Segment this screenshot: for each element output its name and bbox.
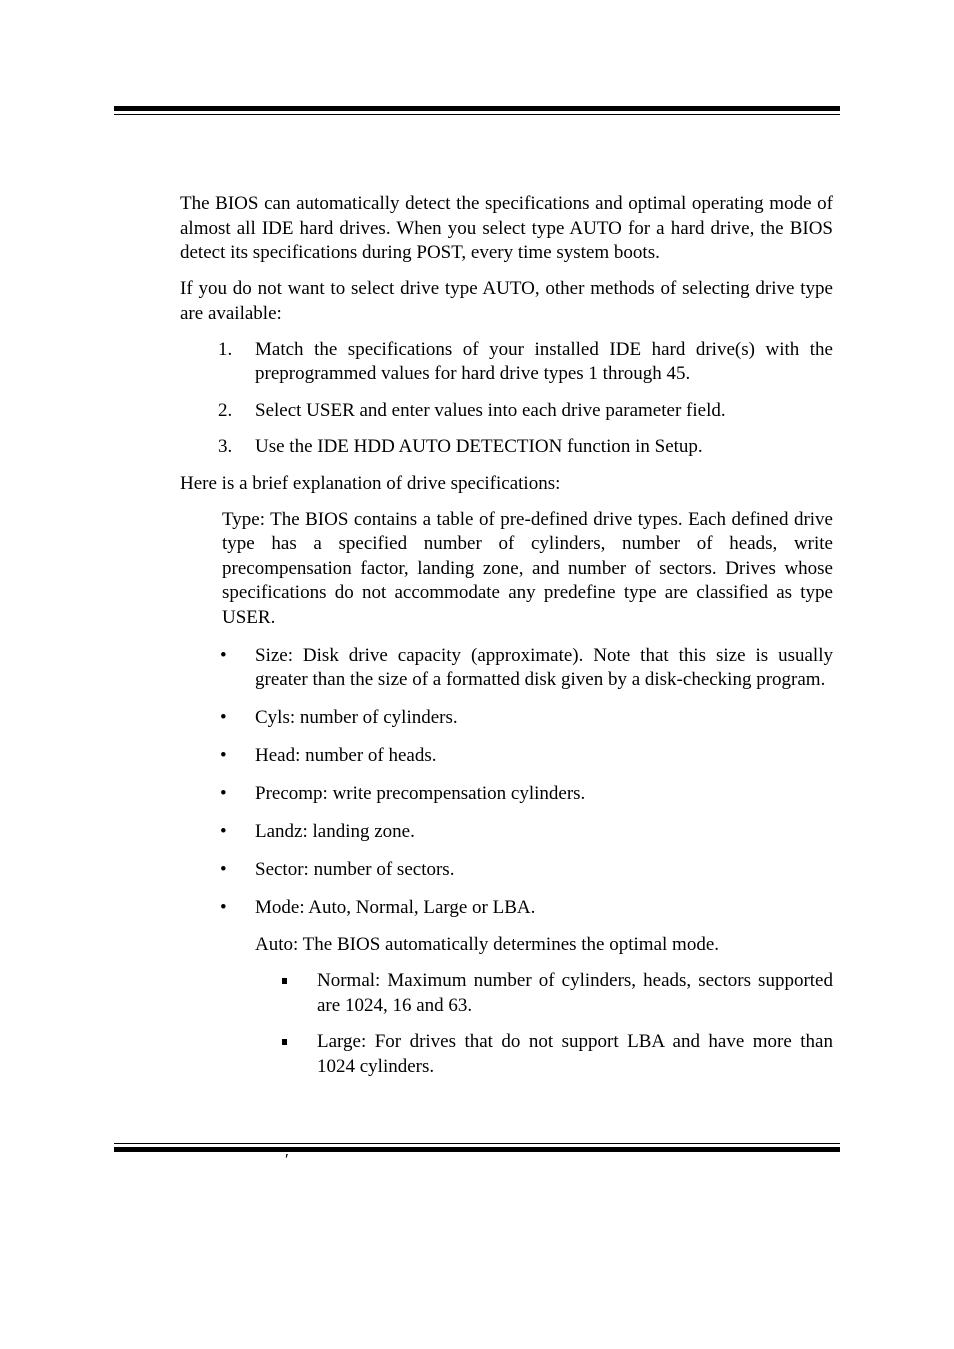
footer-mark: ′ — [285, 1150, 289, 1169]
spec-text: Size: Disk drive capacity (approximate). Note that this size is usually greater than the size of a formatted disk given by a disk-checking program. — [255, 644, 833, 690]
spec-item — [180, 896, 833, 921]
method-text: Select USER and enter values into each drive parameter field. — [255, 399, 726, 421]
mode-text: Normal: Maximum number of cylinders, heads, sectors supported are 1024, 16 and 63. — [317, 970, 833, 1016]
footer-rule-thick — [114, 1147, 840, 1152]
intro-paragraph-2: If you do not want to select drive type AUTO, other methods of selecting drive type are available: — [180, 278, 833, 324]
intro-paragraph-1: The BIOS can automatically detect the specifications and optimal operating mode of almost all IDE hard drives. When you select type AUTO for a hard drive, the BIOS detect its specifications during POST, every time system boots. — [180, 193, 833, 263]
mode-item — [180, 1030, 833, 1079]
bullet-icon: • — [220, 644, 227, 666]
spec-item — [180, 744, 833, 769]
mode-text: Large: For drives that do not support LBA and have more than 1024 cylinders. — [317, 1031, 833, 1077]
bullet-icon: • — [220, 745, 227, 766]
method-number: 1. — [218, 338, 233, 360]
spec-text: Cyls: number of cylinders. — [255, 707, 458, 728]
spec-item — [180, 820, 833, 845]
page-content — [180, 192, 833, 1091]
bullet-icon: • — [220, 783, 227, 804]
method-number: 3. — [218, 436, 233, 457]
bullet-icon: • — [220, 859, 227, 880]
specs-list — [180, 644, 833, 921]
type-description: Type: The BIOS contains a table of pre-defined drive types. Each defined drive type has a specified number of cylinders, number of heads, write precompensation factor, landing zone, and number of sectors. Drives whose specifications do not accommodate any predefine type are classified as type USER. — [222, 508, 833, 628]
header-rule-thin — [114, 114, 840, 115]
spec-item — [180, 782, 833, 807]
spec-item — [180, 706, 833, 731]
header-rule-thick — [114, 106, 840, 111]
method-item — [180, 399, 833, 424]
spec-item — [180, 644, 833, 693]
spec-text: Mode: Auto, Normal, Large or LBA. — [255, 897, 536, 918]
modes-list — [180, 969, 833, 1079]
methods-list — [180, 338, 833, 460]
square-bullet-icon — [282, 978, 287, 984]
mode-item — [180, 969, 833, 1018]
explanation-intro: Here is a brief explanation of drive specifications: — [180, 472, 561, 494]
spec-text: Landz: landing zone. — [255, 821, 415, 842]
bullet-icon: • — [220, 821, 227, 842]
bullet-icon: • — [220, 897, 227, 918]
method-number: 2. — [218, 399, 233, 421]
spec-text: Sector: number of sectors. — [255, 859, 455, 880]
spec-item — [180, 858, 833, 883]
auto-mode-text: Auto: The BIOS automatically determines the optimal mode. — [255, 933, 719, 955]
method-item — [180, 338, 833, 387]
method-text: Match the specifications of your installed IDE hard drive(s) with the preprogrammed values for hard drive types 1 through 45. — [255, 338, 833, 384]
spec-text: Head: number of heads. — [255, 745, 437, 766]
spec-text: Precomp: write precompensation cylinders. — [255, 783, 586, 804]
method-text: Use the IDE HDD AUTO DETECTION function in Setup. — [255, 436, 703, 457]
method-item — [180, 435, 833, 460]
footer-rule-thin — [114, 1143, 840, 1144]
square-bullet-icon — [282, 1039, 287, 1045]
bullet-icon: • — [220, 707, 227, 728]
